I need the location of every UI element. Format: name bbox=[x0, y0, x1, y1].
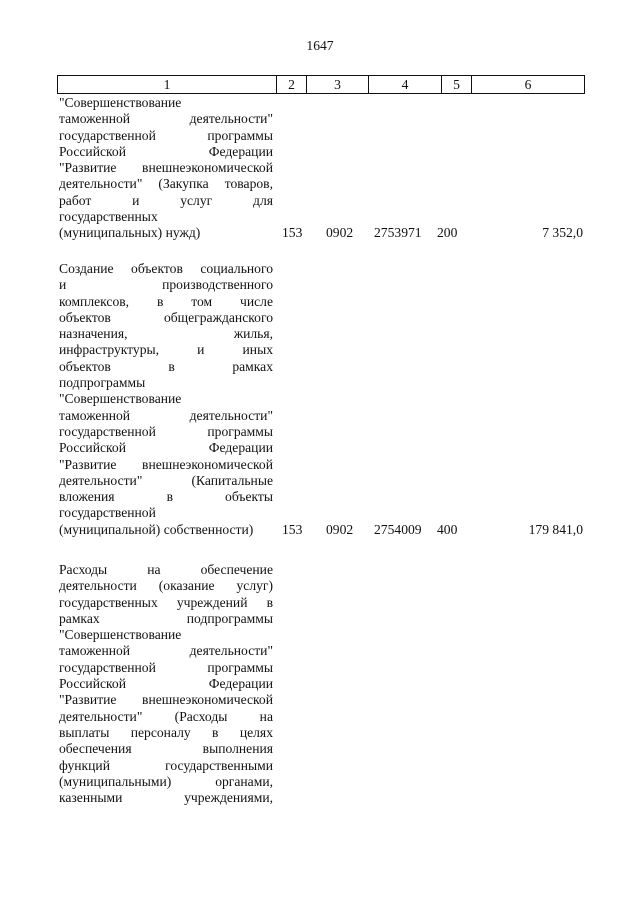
header-col-3: 3 bbox=[306, 76, 368, 93]
description-line: Расходы на обеспечение bbox=[59, 562, 273, 577]
description-line: "Развитие внешнеэкономической bbox=[59, 456, 273, 472]
description-line: таможенной деятельности" bbox=[59, 407, 273, 423]
description-line: государственной bbox=[59, 505, 156, 521]
target-article-code: 2754009 bbox=[374, 521, 422, 537]
expense-type-code: 200 bbox=[437, 225, 458, 241]
description-line: (муниципальной) собственности) bbox=[59, 521, 254, 537]
description-line: (муниципальных) нужд) bbox=[59, 225, 201, 241]
amount-value: 7 352,0 bbox=[542, 225, 583, 241]
row-description bbox=[59, 261, 273, 538]
header-col-1: 1 bbox=[57, 76, 276, 93]
description-line: обеспечения выполнения bbox=[59, 741, 273, 757]
header-col-2: 2 bbox=[276, 76, 306, 93]
description-line: деятельности" (Закупка товаров, bbox=[59, 176, 273, 192]
amount-value: 179 841,0 bbox=[528, 521, 583, 537]
description-line: казенными учреждениями, bbox=[59, 790, 273, 806]
description-line: подпрограммы bbox=[59, 375, 146, 391]
description-line: деятельности" (Капитальные bbox=[59, 472, 273, 488]
description-line: деятельности" (Расходы на bbox=[59, 708, 273, 724]
description-line: инфраструктуры, и иных bbox=[59, 342, 273, 358]
description-line: Создание объектов социального bbox=[59, 261, 273, 276]
description-line: выплаты персоналу в целях bbox=[59, 724, 273, 740]
description-line: комплексов, в том числе bbox=[59, 293, 273, 309]
description-line: таможенной деятельности" bbox=[59, 643, 273, 659]
description-line: назначения, жилья, bbox=[59, 326, 273, 342]
description-line: государственных bbox=[59, 209, 158, 225]
description-line: Российской Федерации bbox=[59, 676, 273, 692]
target-article-code: 2753971 bbox=[374, 225, 422, 241]
description-line: таможенной деятельности" bbox=[59, 111, 273, 127]
header-col-4: 4 bbox=[368, 76, 441, 93]
description-line: государственной программы bbox=[59, 659, 273, 675]
header-col-5: 5 bbox=[441, 76, 471, 93]
description-line: Российской Федерации bbox=[59, 143, 273, 159]
table-header bbox=[57, 75, 585, 94]
description-line: государственных учреждений в bbox=[59, 594, 273, 610]
section-code: 0902 bbox=[326, 225, 354, 241]
description-line: деятельности (оказание услуг) bbox=[59, 578, 273, 594]
row-description bbox=[59, 95, 273, 242]
description-line: "Совершенствование bbox=[59, 627, 182, 643]
ministry-code: 153 bbox=[282, 225, 303, 241]
expense-type-code: 400 bbox=[437, 521, 458, 537]
description-line: функций государственными bbox=[59, 757, 273, 773]
row-description bbox=[59, 562, 273, 806]
description-line: работ и услуг для bbox=[59, 192, 273, 208]
description-line: Российской Федерации bbox=[59, 440, 273, 456]
description-line: рамках подпрограммы bbox=[59, 610, 273, 626]
description-line: и производственного bbox=[59, 277, 273, 293]
header-col-6: 6 bbox=[471, 76, 585, 93]
ministry-code: 153 bbox=[282, 521, 303, 537]
description-line: вложения в объекты bbox=[59, 489, 273, 505]
description-line: объектов общегражданского bbox=[59, 309, 273, 325]
description-line: "Совершенствование bbox=[59, 95, 182, 110]
description-line: государственной программы bbox=[59, 127, 273, 143]
description-line: (муниципальными) органами, bbox=[59, 773, 273, 789]
description-line: "Развитие внешнеэкономической bbox=[59, 160, 273, 176]
description-line: государственной программы bbox=[59, 423, 273, 439]
section-code: 0902 bbox=[326, 521, 354, 537]
page-number: 1647 bbox=[306, 38, 334, 53]
description-line: "Развитие внешнеэкономической bbox=[59, 692, 273, 708]
description-line: "Совершенствование bbox=[59, 391, 182, 407]
description-line: объектов в рамках bbox=[59, 358, 273, 374]
